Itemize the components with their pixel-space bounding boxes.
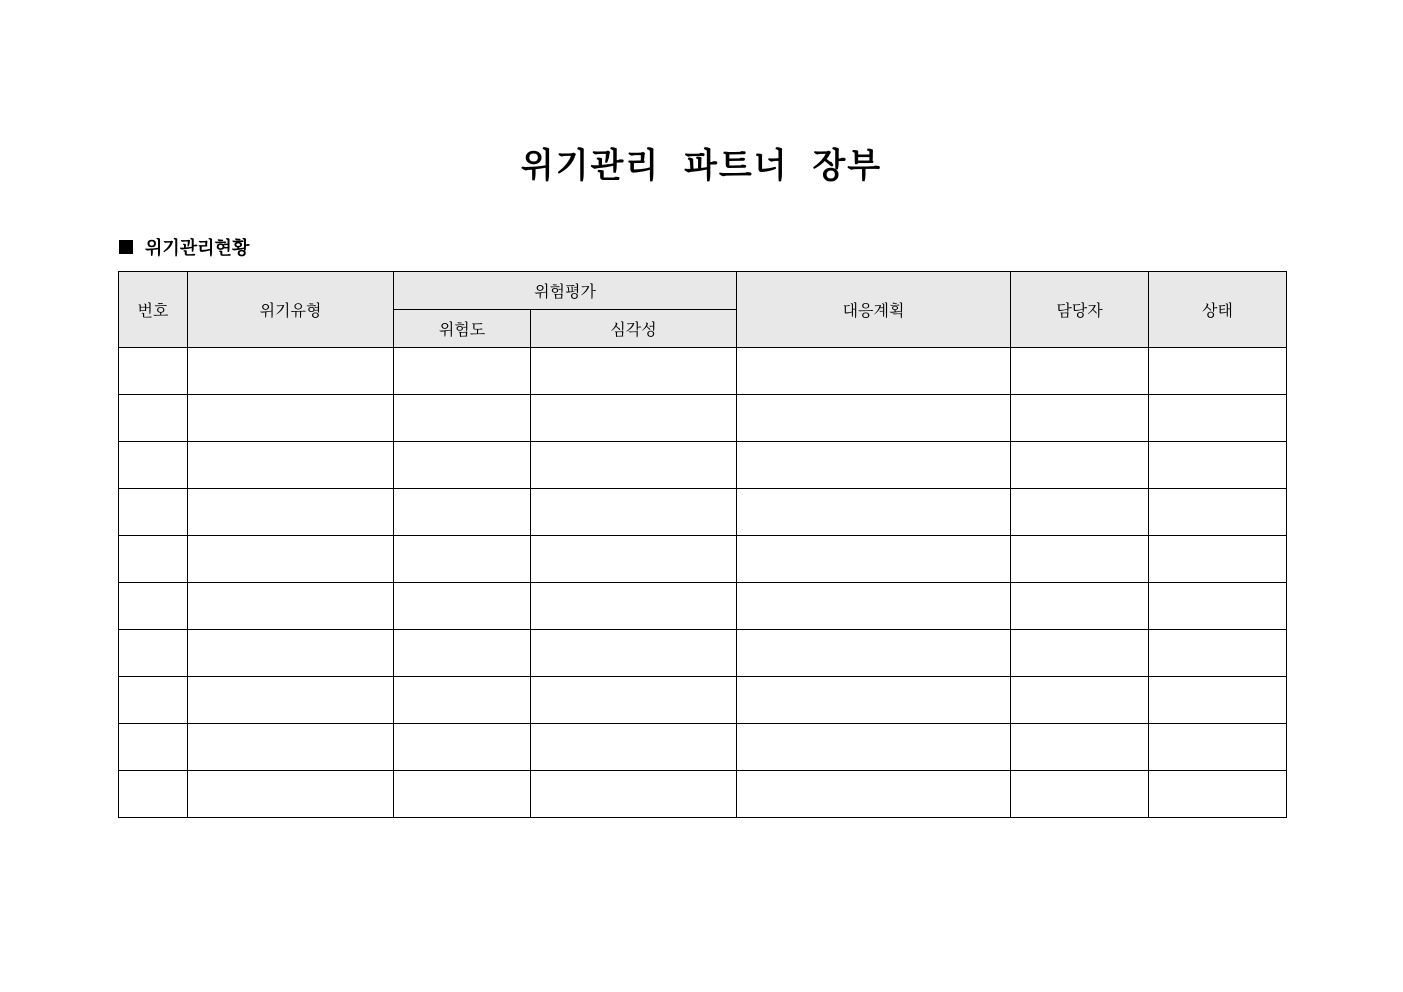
header-number: 번호: [119, 272, 188, 348]
cell-severity[interactable]: [531, 583, 737, 630]
cell-owner[interactable]: [1011, 583, 1149, 630]
cell-owner[interactable]: [1011, 630, 1149, 677]
cell-severity[interactable]: [531, 536, 737, 583]
cell-number[interactable]: [119, 677, 188, 724]
cell-crisis-type[interactable]: [188, 630, 394, 677]
cell-status[interactable]: [1149, 442, 1287, 489]
crisis-management-table: [118, 271, 1287, 818]
cell-status[interactable]: [1149, 677, 1287, 724]
cell-response-plan[interactable]: [737, 771, 1011, 818]
cell-crisis-type[interactable]: [188, 489, 394, 536]
header-risk-level: 위험도: [394, 310, 531, 348]
header-response-plan: 대응계획: [737, 272, 1011, 348]
cell-severity[interactable]: [531, 630, 737, 677]
square-bullet-icon: [119, 240, 133, 254]
cell-status[interactable]: [1149, 630, 1287, 677]
cell-risk-level[interactable]: [394, 536, 531, 583]
cell-owner[interactable]: [1011, 677, 1149, 724]
section-title: 위기관리현황: [145, 238, 250, 259]
cell-number[interactable]: [119, 489, 188, 536]
cell-owner[interactable]: [1011, 489, 1149, 536]
table-row: [119, 536, 1287, 583]
cell-status[interactable]: [1149, 583, 1287, 630]
cell-crisis-type[interactable]: [188, 442, 394, 489]
section-heading: [119, 234, 249, 260]
table-row: [119, 395, 1287, 442]
cell-number[interactable]: [119, 395, 188, 442]
cell-risk-level[interactable]: [394, 724, 531, 771]
cell-crisis-type[interactable]: [188, 348, 394, 395]
cell-owner[interactable]: [1011, 724, 1149, 771]
cell-number[interactable]: [119, 724, 188, 771]
header-crisis-type: 위기유형: [188, 272, 394, 348]
table-row: [119, 724, 1287, 771]
cell-response-plan[interactable]: [737, 536, 1011, 583]
table-header: [119, 272, 1287, 348]
cell-response-plan[interactable]: [737, 348, 1011, 395]
cell-number[interactable]: [119, 442, 188, 489]
cell-status[interactable]: [1149, 489, 1287, 536]
cell-number[interactable]: [119, 583, 188, 630]
document-title: 위기관리 파트너 장부: [520, 146, 883, 186]
cell-severity[interactable]: [531, 677, 737, 724]
cell-status[interactable]: [1149, 724, 1287, 771]
cell-response-plan[interactable]: [737, 395, 1011, 442]
table-row: [119, 583, 1287, 630]
cell-severity[interactable]: [531, 489, 737, 536]
cell-crisis-type[interactable]: [188, 771, 394, 818]
cell-risk-level[interactable]: [394, 489, 531, 536]
cell-risk-level[interactable]: [394, 630, 531, 677]
cell-severity[interactable]: [531, 442, 737, 489]
cell-crisis-type[interactable]: [188, 724, 394, 771]
cell-risk-level[interactable]: [394, 677, 531, 724]
cell-owner[interactable]: [1011, 771, 1149, 818]
cell-response-plan[interactable]: [737, 489, 1011, 536]
table-row: [119, 442, 1287, 489]
header-owner: 담당자: [1011, 272, 1149, 348]
cell-response-plan[interactable]: [737, 442, 1011, 489]
header-row: [119, 272, 1287, 310]
cell-severity[interactable]: [531, 395, 737, 442]
cell-number[interactable]: [119, 771, 188, 818]
cell-risk-level[interactable]: [394, 348, 531, 395]
cell-status[interactable]: [1149, 771, 1287, 818]
cell-risk-level[interactable]: [394, 442, 531, 489]
cell-severity[interactable]: [531, 348, 737, 395]
table-row: [119, 489, 1287, 536]
cell-risk-level[interactable]: [394, 395, 531, 442]
header-risk-assessment: 위험평가: [394, 272, 737, 310]
table-row: [119, 348, 1287, 395]
cell-status[interactable]: [1149, 536, 1287, 583]
header-severity: 심각성: [531, 310, 737, 348]
cell-response-plan[interactable]: [737, 724, 1011, 771]
cell-severity[interactable]: [531, 724, 737, 771]
cell-crisis-type[interactable]: [188, 536, 394, 583]
cell-risk-level[interactable]: [394, 771, 531, 818]
table-row: [119, 630, 1287, 677]
cell-severity[interactable]: [531, 771, 737, 818]
cell-response-plan[interactable]: [737, 677, 1011, 724]
cell-number[interactable]: [119, 348, 188, 395]
cell-status[interactable]: [1149, 348, 1287, 395]
table-row: [119, 677, 1287, 724]
cell-owner[interactable]: [1011, 536, 1149, 583]
cell-owner[interactable]: [1011, 442, 1149, 489]
cell-crisis-type[interactable]: [188, 583, 394, 630]
cell-response-plan[interactable]: [737, 583, 1011, 630]
cell-status[interactable]: [1149, 395, 1287, 442]
header-status: 상태: [1149, 272, 1287, 348]
cell-crisis-type[interactable]: [188, 395, 394, 442]
table-row: [119, 771, 1287, 818]
cell-number[interactable]: [119, 536, 188, 583]
cell-owner[interactable]: [1011, 395, 1149, 442]
cell-crisis-type[interactable]: [188, 677, 394, 724]
cell-risk-level[interactable]: [394, 583, 531, 630]
cell-number[interactable]: [119, 630, 188, 677]
cell-owner[interactable]: [1011, 348, 1149, 395]
table-body: [119, 348, 1287, 818]
cell-response-plan[interactable]: [737, 630, 1011, 677]
